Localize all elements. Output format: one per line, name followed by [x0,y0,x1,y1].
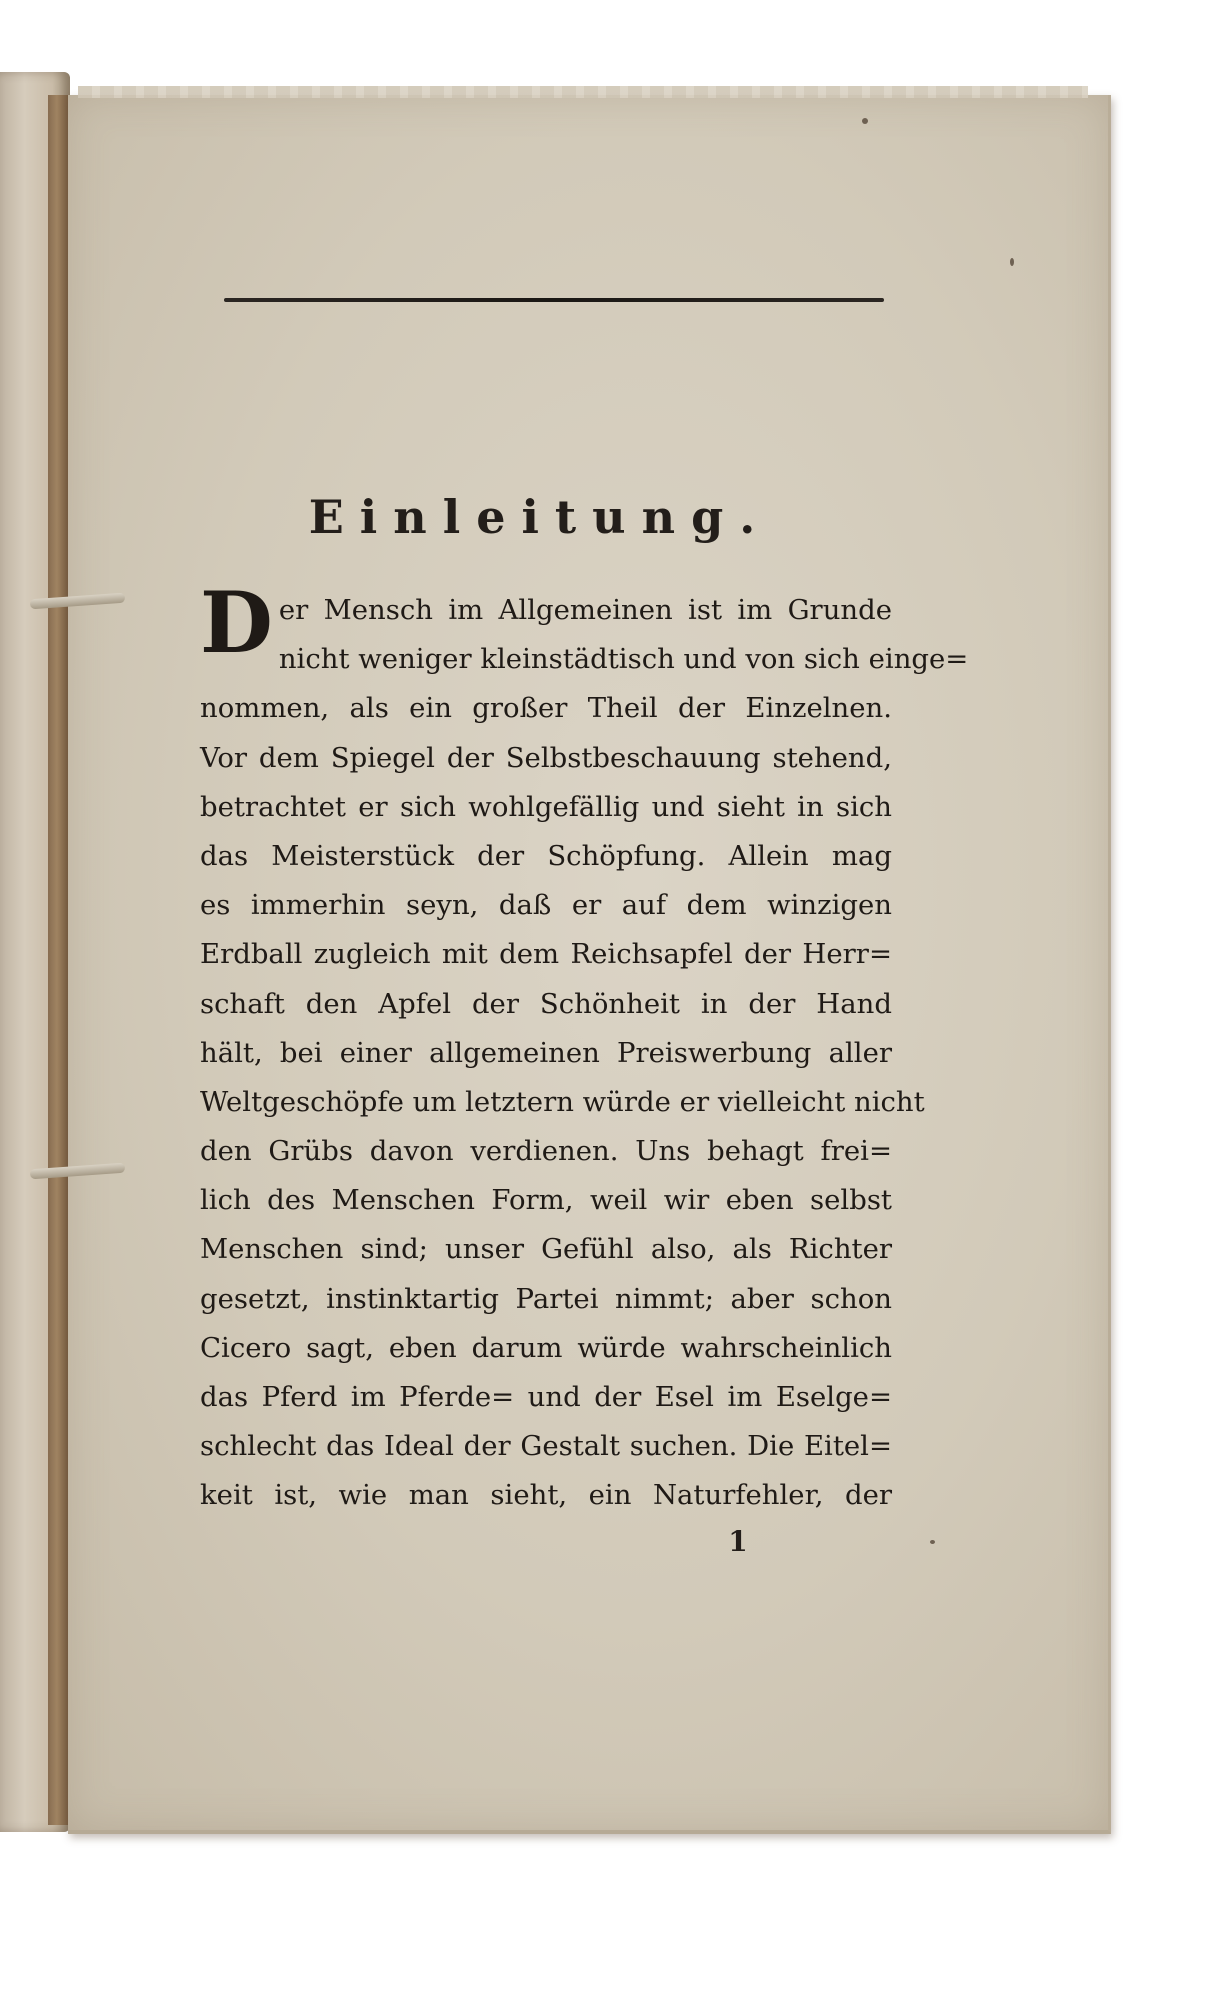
text-line: Vor dem Spiegel der Selbstbeschauung stehend, [200,741,892,774]
text-line: Cicero sagt, eben darum würde wahrscheinlich [200,1331,892,1364]
text-line: nicht weniger kleinstädtisch und von sich einge= [278,643,969,676]
text-line: hält, bei einer allgemeinen Preiswerbung aller [200,1036,892,1069]
text-line: keit ist, wie man sieht, ein Naturfehler, der [200,1479,892,1512]
text-line: es immerhin seyn, daß er auf dem winzigen [200,889,892,922]
text-line: schlecht das Ideal der Gestalt suchen. Die Eitel= [200,1430,892,1463]
text-line: den Grübs davon verdienen. Uns behagt frei= [200,1135,892,1168]
drop-cap: D [200,573,273,672]
book-spine [48,95,70,1825]
page-top-edge [78,86,1088,98]
body-text [200,573,969,1521]
chapter-heading: Einleitung. [308,490,772,544]
text-line: Erdball zugleich mit dem Reichsapfel der Herr= [200,938,892,971]
text-line: nommen, als ein großer Theil der Einzelnen. [200,692,892,725]
text-line: schaft den Apfel der Schönheit in der Hand [200,987,892,1020]
paper-speck [930,1540,935,1544]
text-line: das Pferd im Pferde= und der Esel im Eselge= [200,1381,892,1413]
paper-speck [1010,258,1014,266]
paper-speck [862,118,868,124]
text-line: betrachtet er sich wohlgefällig und sieht in sich [200,790,892,823]
page-number: 1 [728,1525,748,1558]
text-line: lich des Menschen Form, weil wir eben selbst [200,1184,892,1217]
header-rule [224,298,884,302]
text-line: gesetzt, instinktartig Partei nimmt; aber schon [200,1282,892,1315]
text-line: Menschen sind; unser Gefühl also, als Richter [200,1233,892,1266]
text-line-content: er Mensch im Allgemeinen ist im Grunde [278,594,892,626]
text-line: Weltgeschöpfe um letztern würde er vielleicht nicht [200,1085,925,1118]
text-line: das Meisterstück der Schöpfung. Allein mag [200,839,892,872]
